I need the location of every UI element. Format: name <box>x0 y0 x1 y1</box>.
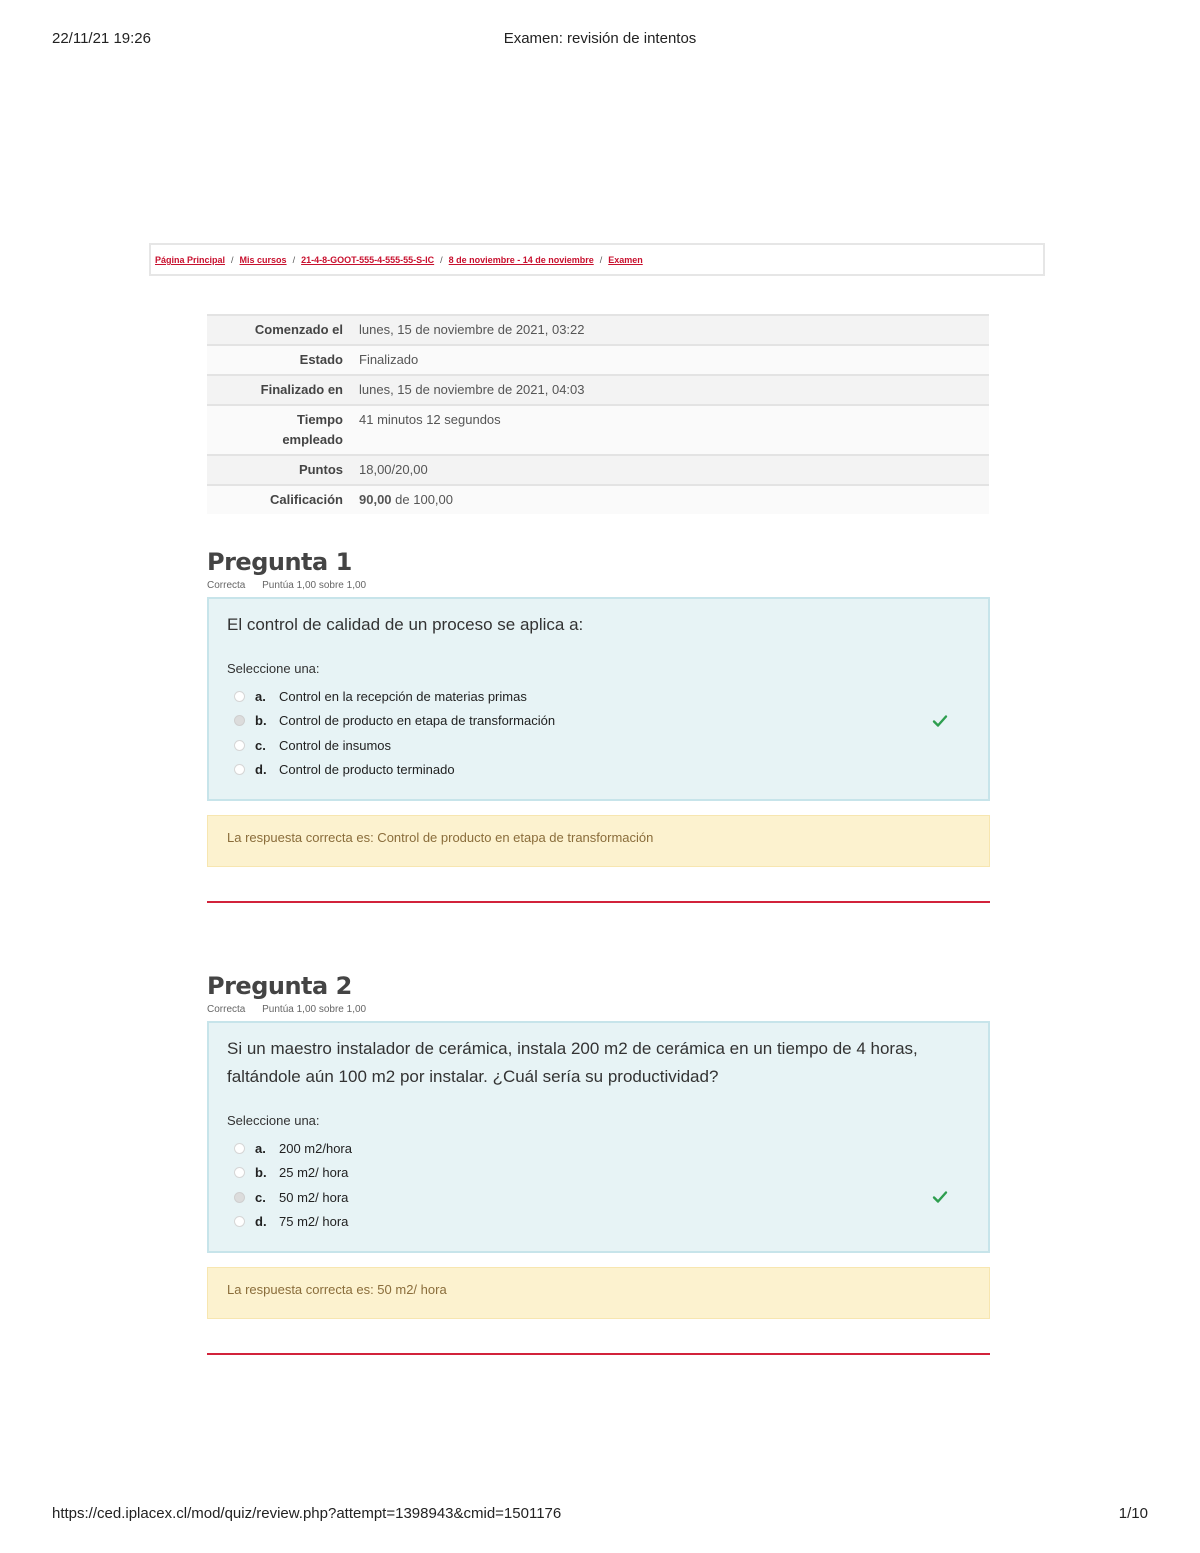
grade-suffix: de 100,00 <box>395 492 454 507</box>
answer-option-b[interactable] <box>227 1161 970 1186</box>
breadcrumb-separator: / <box>231 255 234 265</box>
answer-option-a[interactable] <box>227 684 970 709</box>
breadcrumb-separator: / <box>599 255 603 265</box>
breadcrumb-week[interactable]: 8 de noviembre - 14 de noviembre <box>448 255 594 265</box>
option-letter: c. <box>255 1189 266 1205</box>
summary-row-marks <box>207 455 989 485</box>
question-info <box>207 579 990 593</box>
radio-icon[interactable] <box>234 764 245 775</box>
question-title: Pregunta 2 <box>207 972 352 1000</box>
question-score: Puntúa 1,00 sobre 1,00 <box>262 1004 367 1015</box>
summary-value: 18,00/20,00 <box>359 462 428 477</box>
option-letter: b. <box>255 713 267 729</box>
radio-icon[interactable] <box>234 1192 245 1203</box>
print-header <box>52 30 1148 50</box>
summary-row-finished <box>207 375 989 405</box>
summary-row-grade <box>207 485 989 514</box>
summary-value: Finalizado <box>359 352 419 367</box>
print-title: Examen: revisión de intentos <box>503 30 697 47</box>
question-divider <box>207 901 990 903</box>
question-content <box>207 597 990 801</box>
print-footer <box>52 1505 1148 1525</box>
summary-value: lunes, 15 de noviembre de 2021, 03:22 <box>359 322 585 337</box>
breadcrumb-course[interactable]: 21-4-8-GOOT-555-4-555-55-S-IC <box>301 255 435 265</box>
option-text: 50 m2/ hora <box>279 1189 349 1205</box>
option-letter: b. <box>255 1165 267 1181</box>
breadcrumb-my-courses[interactable]: Mis cursos <box>239 255 287 265</box>
breadcrumb-separator: / <box>292 255 296 265</box>
answer-option-d[interactable] <box>227 758 970 783</box>
answer-option-b[interactable] <box>227 709 970 734</box>
summary-label: Calificación <box>270 492 343 507</box>
question-status: Correcta <box>207 580 246 591</box>
answer-prompt: Seleccione una: <box>227 1113 320 1128</box>
radio-icon[interactable] <box>234 1167 245 1178</box>
summary-row-state <box>207 345 989 375</box>
option-text: 200 m2/hora <box>279 1140 352 1156</box>
correct-answer-feedback: La respuesta correcta es: 50 m2/ hora <box>207 1267 990 1319</box>
radio-icon[interactable] <box>234 715 245 726</box>
breadcrumb-separator: / <box>440 255 443 265</box>
summary-value: 41 minutos 12 segundos <box>359 412 501 427</box>
question-text: Si un maestro instalador de cerámica, instala 200 m2 de cerámica en un tiempo de 4 horas, faltándole aún 100 m2 por instalar. ¿Cuál sería su productividad? <box>227 1039 918 1086</box>
answer-option-d[interactable] <box>227 1210 970 1235</box>
option-text: Control de producto en etapa de transformación <box>279 713 556 729</box>
correct-answer-feedback: La respuesta correcta es: Control de producto en etapa de transformación <box>207 815 990 867</box>
print-datetime: 22/11/21 19:26 <box>52 30 151 47</box>
grade-value: 90,00 <box>359 492 392 507</box>
question-2 <box>207 971 990 1355</box>
summary-label: Estado <box>299 352 343 367</box>
option-text: Control de insumos <box>279 737 391 753</box>
question-status: Correcta <box>207 1004 246 1015</box>
summary-label: Puntos <box>298 462 343 477</box>
answer-option-a[interactable] <box>227 1136 970 1161</box>
question-text: El control de calidad de un proceso se aplica a: <box>227 615 584 634</box>
radio-icon[interactable] <box>234 1216 245 1227</box>
option-letter: a. <box>255 1140 266 1156</box>
answer-prompt: Seleccione una: <box>227 661 320 676</box>
summary-value <box>349 485 989 514</box>
question-score: Puntúa 1,00 sobre 1,00 <box>262 580 367 591</box>
radio-icon[interactable] <box>234 740 245 751</box>
check-icon <box>932 713 948 729</box>
breadcrumb-exam[interactable]: Examen <box>608 255 643 265</box>
option-letter: d. <box>255 1214 267 1230</box>
option-text: Control en la recepción de materias primas <box>279 688 527 704</box>
question-1 <box>207 547 990 903</box>
attempt-summary-table <box>207 314 989 514</box>
radio-icon[interactable] <box>234 1143 245 1154</box>
print-url: https://ced.iplacex.cl/mod/quiz/review.php?attempt=1398943&cmid=1501176 <box>52 1505 562 1522</box>
summary-row-started <box>207 315 989 345</box>
option-letter: a. <box>255 688 266 704</box>
option-text: 75 m2/ hora <box>279 1214 349 1230</box>
print-page-number: 1/10 <box>1118 1505 1148 1522</box>
breadcrumb <box>149 243 1045 276</box>
summary-row-time-taken <box>207 405 989 455</box>
option-letter: d. <box>255 762 267 778</box>
answer-option-c[interactable] <box>227 1185 970 1210</box>
summary-label: Comenzado el <box>254 322 343 337</box>
option-text: Control de producto terminado <box>279 762 455 778</box>
radio-icon[interactable] <box>234 691 245 702</box>
option-letter: c. <box>255 737 266 753</box>
summary-value: lunes, 15 de noviembre de 2021, 04:03 <box>359 382 585 397</box>
question-info <box>207 1003 990 1017</box>
summary-label: Finalizado en <box>260 382 343 397</box>
check-icon <box>932 1189 948 1205</box>
option-text: 25 m2/ hora <box>279 1165 349 1181</box>
question-content <box>207 1021 990 1253</box>
question-divider <box>207 1353 990 1355</box>
breadcrumb-home[interactable]: Página Principal <box>155 255 226 265</box>
answer-option-c[interactable] <box>227 733 970 758</box>
summary-label: Tiempo empleado <box>282 412 343 447</box>
question-title: Pregunta 1 <box>207 548 352 576</box>
